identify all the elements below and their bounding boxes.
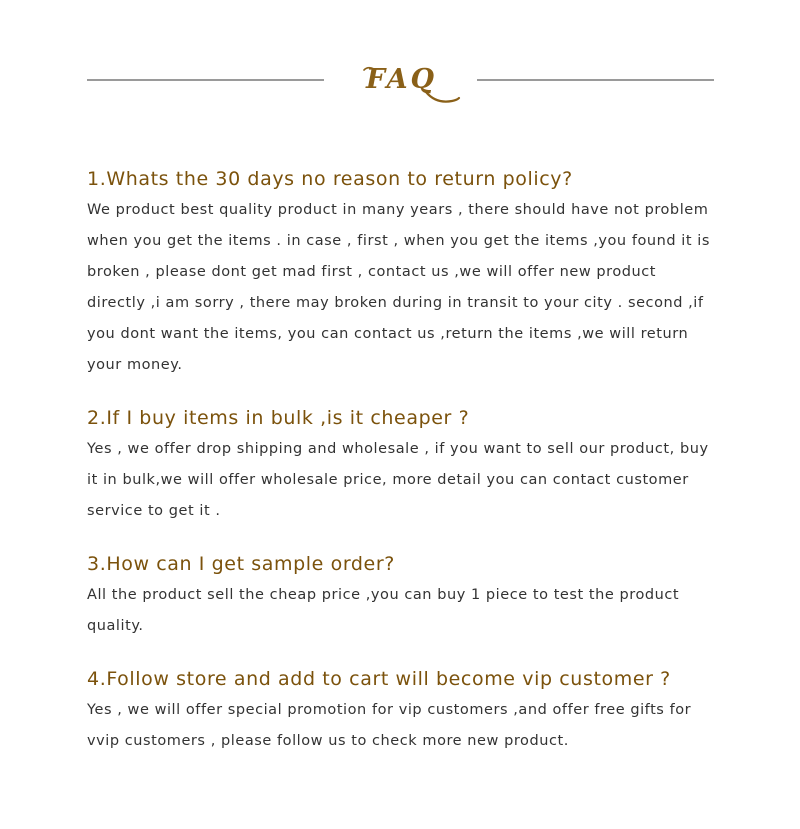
faq-item [87, 550, 717, 642]
page-title: FAQ [366, 64, 438, 95]
faq-item [87, 404, 717, 527]
faq-question: 4.Follow store and add to cart will become vip customer ? [87, 668, 671, 690]
faq-question: 3.How can I get sample order? [87, 553, 395, 575]
header-divider-left [87, 79, 324, 81]
faq-item [87, 665, 717, 757]
faq-answer: We product best quality product in many years , there should have not problem when you get the items . in case , first , when you get the items ,you found it is broken , please dont get mad first , contact us ,we will offer new product directly ,i am sorry , there may broken during in transit to your city . second ,if you dont want the items, you can contact us ,return the items ,we will return your money. [87, 202, 710, 373]
header-divider-right [477, 79, 714, 81]
faq-answer: Yes , we offer drop shipping and wholesale , if you want to sell our product, buy it in bulk,we will offer wholesale price, more detail you can contact customer service to get it . [87, 441, 709, 519]
faq-answer: All the product sell the cheap price ,you can buy 1 piece to test the product quality. [87, 587, 680, 634]
title-swash-decoration [352, 58, 462, 108]
faq-list [87, 165, 717, 780]
faq-header [0, 58, 800, 108]
faq-question: 2.If I buy items in bulk ,is it cheaper ? [87, 407, 470, 429]
faq-title-wrapper [352, 58, 462, 108]
faq-question: 1.Whats the 30 days no reason to return policy? [87, 168, 573, 190]
faq-item [87, 165, 717, 381]
faq-answer: Yes , we will offer special promotion for vip customers ,and offer free gifts for vvip customers , please follow us to check more new product. [87, 702, 692, 749]
